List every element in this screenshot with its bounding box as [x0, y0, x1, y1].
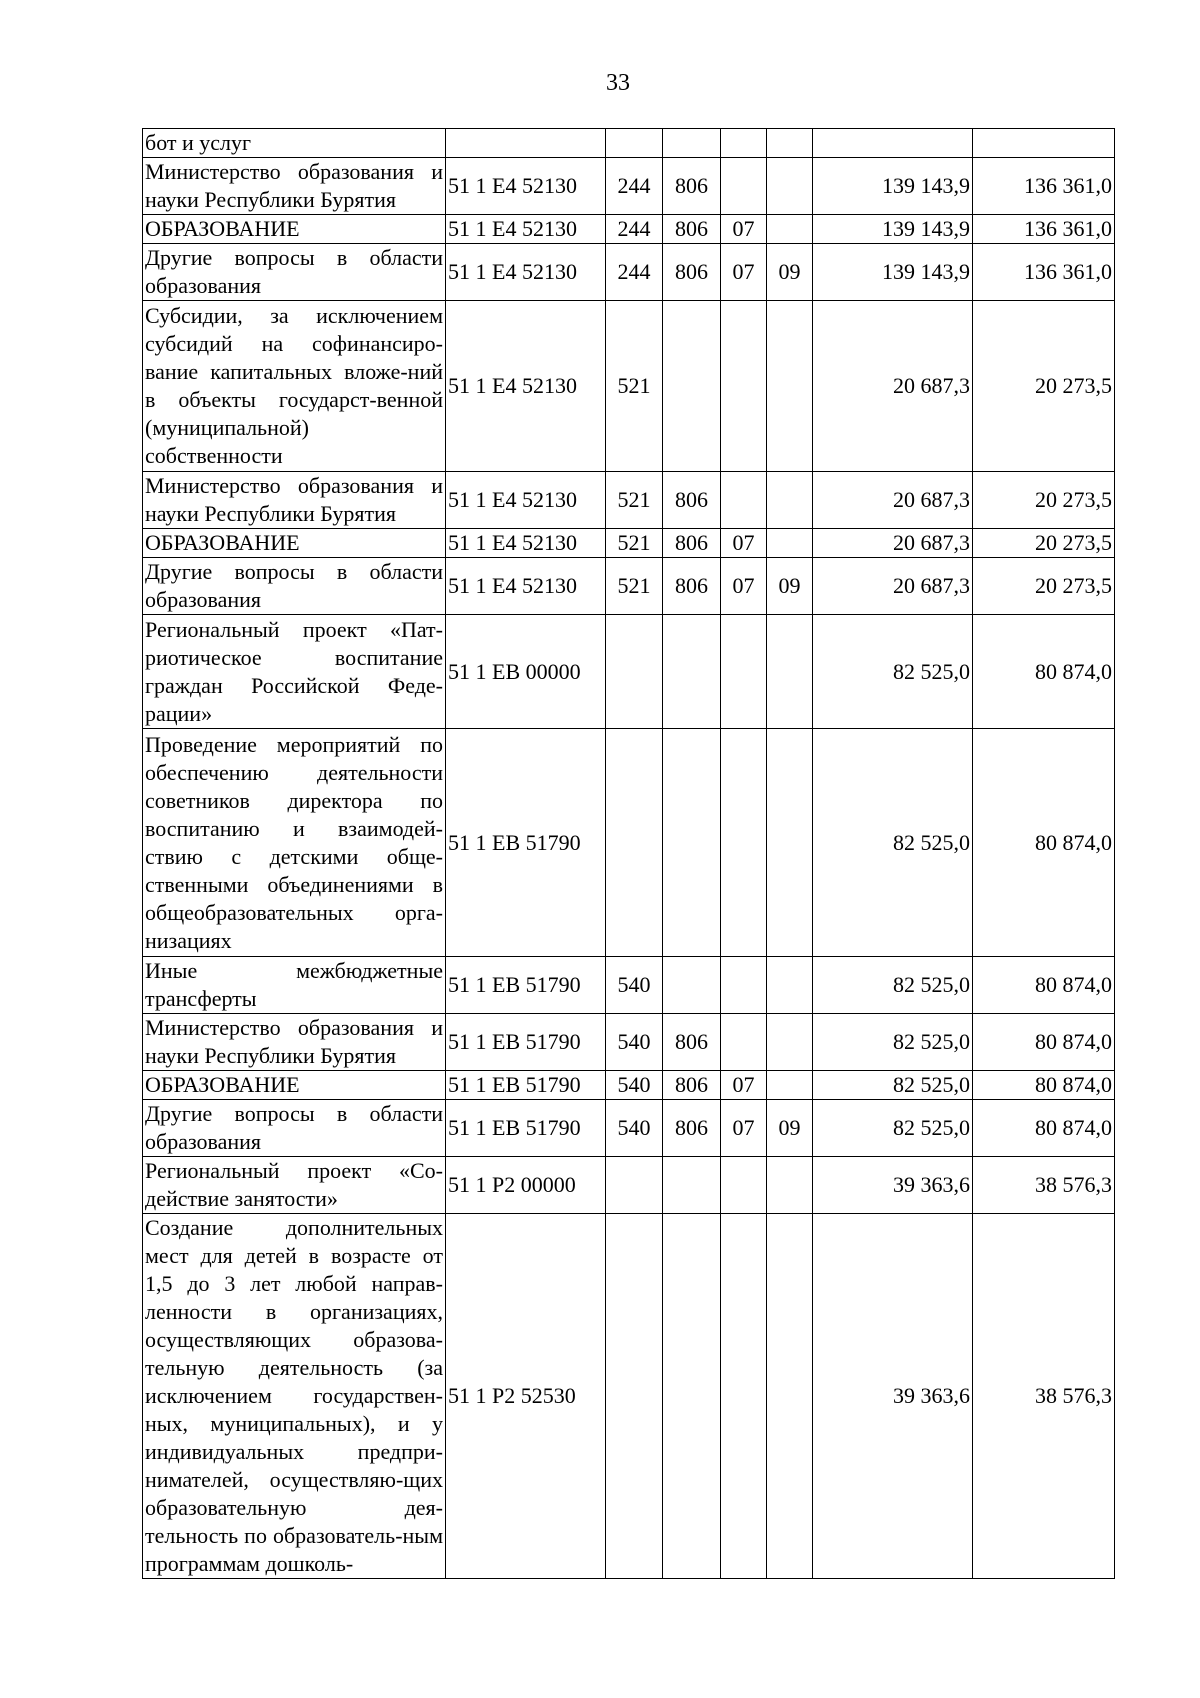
- subsection-code-cell: 09: [767, 244, 813, 301]
- table-body: [143, 129, 1115, 1579]
- row-name-cell: Министерство образования и науки Республики Бурятия: [143, 1014, 446, 1071]
- target-article-code-cell: 51 1 E4 52130: [446, 529, 606, 558]
- subsection-code-cell: [767, 215, 813, 244]
- subsection-code-cell: [767, 1071, 813, 1100]
- amount-year-1-cell: 82 525,0: [813, 615, 973, 729]
- expense-type-cell: [606, 1214, 663, 1579]
- section-code-cell: [721, 129, 767, 158]
- amount-year-1-cell: 82 525,0: [813, 1100, 973, 1157]
- amount-year-2-cell: 80 874,0: [973, 615, 1115, 729]
- subsection-code-cell: [767, 1157, 813, 1214]
- subsection-code-cell: 09: [767, 1100, 813, 1157]
- expense-type-cell: 521: [606, 529, 663, 558]
- target-article-code-cell: 51 1 EB 51790: [446, 729, 606, 957]
- row-name-cell: Создание дополнительных мест для детей в возрасте от 1,5 до 3 лет любой направ-ленности в организациях, осуществляющих образова-тельную деятельность (за исключением государствен-ных, муниципальных), и у индивидуальных предпри-нимателей, осуществляю-щих образовательную дея-тельность по образователь-ным программам дошколь-: [143, 1214, 446, 1579]
- section-code-cell: [721, 158, 767, 215]
- department-code-cell: 806: [663, 1100, 721, 1157]
- section-code-cell: 07: [721, 244, 767, 301]
- expense-type-cell: 244: [606, 215, 663, 244]
- row-name-cell: Министерство образования и науки Республики Бурятия: [143, 472, 446, 529]
- section-code-cell: 07: [721, 529, 767, 558]
- subsection-code-cell: [767, 957, 813, 1014]
- row-name-cell: ОБРАЗОВАНИЕ: [143, 215, 446, 244]
- department-code-cell: [663, 1157, 721, 1214]
- amount-year-1-cell: 20 687,3: [813, 558, 973, 615]
- target-article-code-cell: 51 1 EB 51790: [446, 1071, 606, 1100]
- amount-year-1-cell: 82 525,0: [813, 1014, 973, 1071]
- amount-year-1-cell: 82 525,0: [813, 1071, 973, 1100]
- subsection-code-cell: [767, 615, 813, 729]
- subsection-code-cell: [767, 301, 813, 472]
- budget-table: [142, 128, 1115, 1579]
- table-row: [143, 158, 1115, 215]
- table-row: [143, 244, 1115, 301]
- target-article-code-cell: 51 1 P2 00000: [446, 1157, 606, 1214]
- amount-year-2-cell: 80 874,0: [973, 957, 1115, 1014]
- department-code-cell: [663, 129, 721, 158]
- row-name-cell: бот и услуг: [143, 129, 446, 158]
- subsection-code-cell: 09: [767, 558, 813, 615]
- amount-year-2-cell: 80 874,0: [973, 1071, 1115, 1100]
- expense-type-cell: [606, 129, 663, 158]
- expense-type-cell: 244: [606, 244, 663, 301]
- amount-year-2-cell: 38 576,3: [973, 1157, 1115, 1214]
- table-row: [143, 472, 1115, 529]
- row-name-cell: ОБРАЗОВАНИЕ: [143, 1071, 446, 1100]
- row-name-cell: Субсидии, за исключением субсидий на софинансиро-вание капитальных вложе-ний в объекты государст-венной (муниципальной) собственности: [143, 301, 446, 472]
- section-code-cell: [721, 472, 767, 529]
- expense-type-cell: 540: [606, 957, 663, 1014]
- table-row: [143, 1071, 1115, 1100]
- row-name-cell: Другие вопросы в области образования: [143, 1100, 446, 1157]
- expense-type-cell: 521: [606, 301, 663, 472]
- expense-type-cell: 540: [606, 1014, 663, 1071]
- amount-year-2-cell: 136 361,0: [973, 158, 1115, 215]
- department-code-cell: 806: [663, 472, 721, 529]
- department-code-cell: [663, 729, 721, 957]
- amount-year-1-cell: 39 363,6: [813, 1214, 973, 1579]
- target-article-code-cell: 51 1 EB 51790: [446, 1100, 606, 1157]
- table-row: [143, 558, 1115, 615]
- amount-year-1-cell: 20 687,3: [813, 529, 973, 558]
- amount-year-2-cell: 20 273,5: [973, 558, 1115, 615]
- target-article-code-cell: 51 1 E4 52130: [446, 158, 606, 215]
- table-row: [143, 215, 1115, 244]
- target-article-code-cell: 51 1 EB 51790: [446, 1014, 606, 1071]
- table-row: [143, 1214, 1115, 1579]
- section-code-cell: [721, 1157, 767, 1214]
- amount-year-2-cell: 20 273,5: [973, 529, 1115, 558]
- row-name-cell: Региональный проект «Со-действие занятости»: [143, 1157, 446, 1214]
- row-name-cell: Проведение мероприятий по обеспечению деятельности советников директора по воспитанию и взаимодей-ствию с детскими обще-ственными объединениями в общеобразовательных орга-низациях: [143, 729, 446, 957]
- subsection-code-cell: [767, 729, 813, 957]
- amount-year-2-cell: [973, 129, 1115, 158]
- section-code-cell: 07: [721, 1071, 767, 1100]
- target-article-code-cell: [446, 129, 606, 158]
- expense-type-cell: 244: [606, 158, 663, 215]
- amount-year-1-cell: 82 525,0: [813, 729, 973, 957]
- target-article-code-cell: 51 1 E4 52130: [446, 244, 606, 301]
- table-row: [143, 1157, 1115, 1214]
- department-code-cell: 806: [663, 244, 721, 301]
- row-name-cell: Региональный проект «Пат-риотическое воспитание граждан Российской Феде-рации»: [143, 615, 446, 729]
- target-article-code-cell: 51 1 E4 52130: [446, 301, 606, 472]
- amount-year-2-cell: 20 273,5: [973, 472, 1115, 529]
- table-row: [143, 129, 1115, 158]
- expense-type-cell: 540: [606, 1100, 663, 1157]
- target-article-code-cell: 51 1 E4 52130: [446, 558, 606, 615]
- amount-year-1-cell: 20 687,3: [813, 301, 973, 472]
- section-code-cell: [721, 729, 767, 957]
- subsection-code-cell: [767, 158, 813, 215]
- page-number: 33: [606, 70, 630, 96]
- amount-year-2-cell: 80 874,0: [973, 729, 1115, 957]
- department-code-cell: 806: [663, 1014, 721, 1071]
- department-code-cell: 806: [663, 1071, 721, 1100]
- subsection-code-cell: [767, 129, 813, 158]
- department-code-cell: 806: [663, 158, 721, 215]
- target-article-code-cell: 51 1 E4 52130: [446, 215, 606, 244]
- row-name-cell: Министерство образования и науки Республики Бурятия: [143, 158, 446, 215]
- expense-type-cell: [606, 729, 663, 957]
- amount-year-2-cell: 136 361,0: [973, 215, 1115, 244]
- amount-year-2-cell: 20 273,5: [973, 301, 1115, 472]
- amount-year-1-cell: 139 143,9: [813, 215, 973, 244]
- amount-year-1-cell: 139 143,9: [813, 244, 973, 301]
- amount-year-2-cell: 80 874,0: [973, 1100, 1115, 1157]
- expense-type-cell: 540: [606, 1071, 663, 1100]
- section-code-cell: [721, 301, 767, 472]
- amount-year-1-cell: 20 687,3: [813, 472, 973, 529]
- target-article-code-cell: 51 1 EB 00000: [446, 615, 606, 729]
- row-name-cell: ОБРАЗОВАНИЕ: [143, 529, 446, 558]
- table-row: [143, 615, 1115, 729]
- table-row: [143, 301, 1115, 472]
- table-row: [143, 529, 1115, 558]
- expense-type-cell: 521: [606, 558, 663, 615]
- target-article-code-cell: 51 1 E4 52130: [446, 472, 606, 529]
- table-row: [143, 729, 1115, 957]
- amount-year-1-cell: 139 143,9: [813, 158, 973, 215]
- amount-year-2-cell: 80 874,0: [973, 1014, 1115, 1071]
- section-code-cell: 07: [721, 558, 767, 615]
- department-code-cell: 806: [663, 529, 721, 558]
- section-code-cell: [721, 1014, 767, 1071]
- section-code-cell: [721, 1214, 767, 1579]
- section-code-cell: 07: [721, 1100, 767, 1157]
- amount-year-2-cell: 136 361,0: [973, 244, 1115, 301]
- amount-year-1-cell: [813, 129, 973, 158]
- department-code-cell: [663, 615, 721, 729]
- subsection-code-cell: [767, 1214, 813, 1579]
- amount-year-1-cell: 82 525,0: [813, 957, 973, 1014]
- section-code-cell: [721, 615, 767, 729]
- subsection-code-cell: [767, 529, 813, 558]
- subsection-code-cell: [767, 1014, 813, 1071]
- section-code-cell: [721, 957, 767, 1014]
- department-code-cell: [663, 957, 721, 1014]
- row-name-cell: Иные межбюджетные трансферты: [143, 957, 446, 1014]
- subsection-code-cell: [767, 472, 813, 529]
- department-code-cell: 806: [663, 215, 721, 244]
- expense-type-cell: [606, 615, 663, 729]
- expense-type-cell: 521: [606, 472, 663, 529]
- target-article-code-cell: 51 1 EB 51790: [446, 957, 606, 1014]
- department-code-cell: [663, 301, 721, 472]
- row-name-cell: Другие вопросы в области образования: [143, 558, 446, 615]
- amount-year-1-cell: 39 363,6: [813, 1157, 973, 1214]
- row-name-cell: Другие вопросы в области образования: [143, 244, 446, 301]
- table-row: [143, 957, 1115, 1014]
- expense-type-cell: [606, 1157, 663, 1214]
- target-article-code-cell: 51 1 P2 52530: [446, 1214, 606, 1579]
- department-code-cell: 806: [663, 558, 721, 615]
- amount-year-2-cell: 38 576,3: [973, 1214, 1115, 1579]
- department-code-cell: [663, 1214, 721, 1579]
- section-code-cell: 07: [721, 215, 767, 244]
- table-row: [143, 1014, 1115, 1071]
- table-row: [143, 1100, 1115, 1157]
